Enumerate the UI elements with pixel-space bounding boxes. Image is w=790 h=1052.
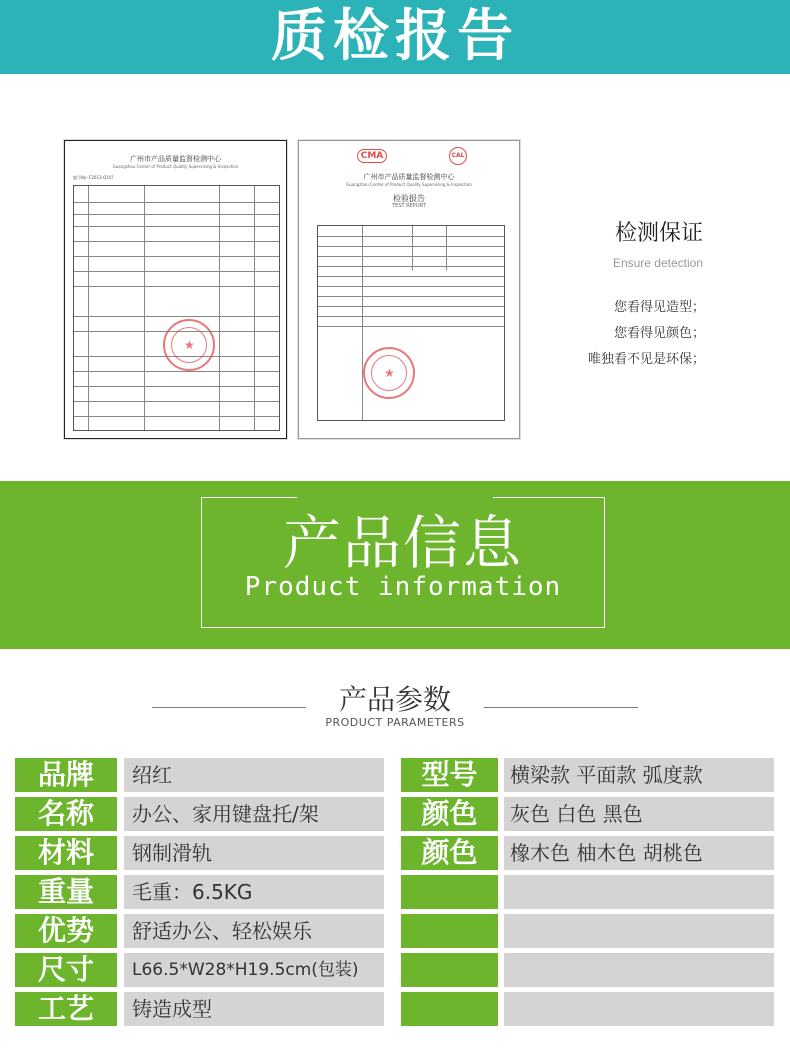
quality-report-banner (0, 0, 790, 74)
param-value: 毛重：6.5KG (124, 875, 384, 909)
parameters-title: 产品参数 (338, 683, 451, 716)
param-value-empty (504, 992, 774, 1026)
doc2-header: 广州市产品质量监督检测中心 (363, 173, 455, 181)
guarantee-line: 您看得见颜色； (613, 326, 705, 341)
param-value-empty (504, 953, 774, 987)
param-key: 颜色 (401, 797, 498, 831)
doc2-subheader: Guangzhou Center of Product Quality Supervising & Inspection (346, 182, 472, 187)
param-value: 橡木色 柚木色 胡桃色 (504, 836, 774, 870)
parameters-subtitle: PRODUCT PARAMETERS (325, 716, 465, 729)
doc1-header: 广州市产品质量监督检测中心 (130, 155, 221, 163)
cal-logo: CAL (449, 147, 467, 165)
param-value: 绍红 (124, 758, 384, 792)
param-key: 工艺 (15, 992, 117, 1026)
frame-divider (201, 627, 605, 628)
inspection-stamp: ★ (163, 319, 215, 371)
param-value: 横梁款 平面款 弧度款 (504, 758, 774, 792)
param-key: 重量 (15, 875, 117, 909)
test-report-document-2 (298, 140, 520, 439)
inspection-stamp: ★ (363, 347, 415, 399)
doc2-title: 检验报告 (393, 194, 425, 203)
heading-divider (152, 707, 306, 708)
guarantee-subtitle: Ensure detection (612, 256, 703, 270)
frame-divider (493, 497, 605, 498)
doc1-subheader: Guangzhou Center of Product Quality Supervising & Inspection (112, 164, 239, 169)
param-value-empty (504, 914, 774, 948)
heading-divider (484, 707, 638, 708)
guarantee-line: 唯独看不见是环保； (587, 352, 705, 367)
param-value-empty (504, 875, 774, 909)
param-key: 品牌 (15, 758, 117, 792)
param-key: 优势 (15, 914, 117, 948)
frame-divider (201, 497, 297, 498)
doc2-table (317, 225, 505, 421)
cma-logo: CMA (357, 149, 387, 163)
doc1-table (73, 185, 280, 431)
quality-report-title: 质检报告 (271, 4, 519, 69)
guarantee-line: 您看得见造型； (613, 300, 705, 315)
param-value: 办公、家用键盘托/架 (124, 797, 384, 831)
test-report-document-1 (64, 140, 287, 439)
param-value: 灰色 白色 黑色 (504, 797, 774, 831)
param-value: 舒适办公、轻松娱乐 (124, 914, 384, 948)
param-key: 型号 (401, 758, 498, 792)
param-key-empty (401, 953, 498, 987)
param-value: 钢制滑轨 (124, 836, 384, 870)
product-info-title: 产品信息 (282, 509, 523, 577)
param-value: 铸造成型 (124, 992, 384, 1026)
param-key-empty (401, 914, 498, 948)
param-key-empty (401, 875, 498, 909)
guarantee-title: 检测保证 (614, 221, 703, 246)
param-key: 材料 (15, 836, 117, 870)
product-info-subtitle: Product information (244, 572, 562, 602)
doc1-ref: 编号No: F2013-Q10? (73, 175, 114, 180)
param-key: 尺寸 (15, 953, 117, 987)
param-key: 颜色 (401, 836, 498, 870)
param-key-empty (401, 992, 498, 1026)
param-value: L66.5*W28*H19.5cm(包装) (124, 953, 384, 987)
param-key: 名称 (15, 797, 117, 831)
doc2-title-en: TEST REPORT (392, 203, 426, 209)
